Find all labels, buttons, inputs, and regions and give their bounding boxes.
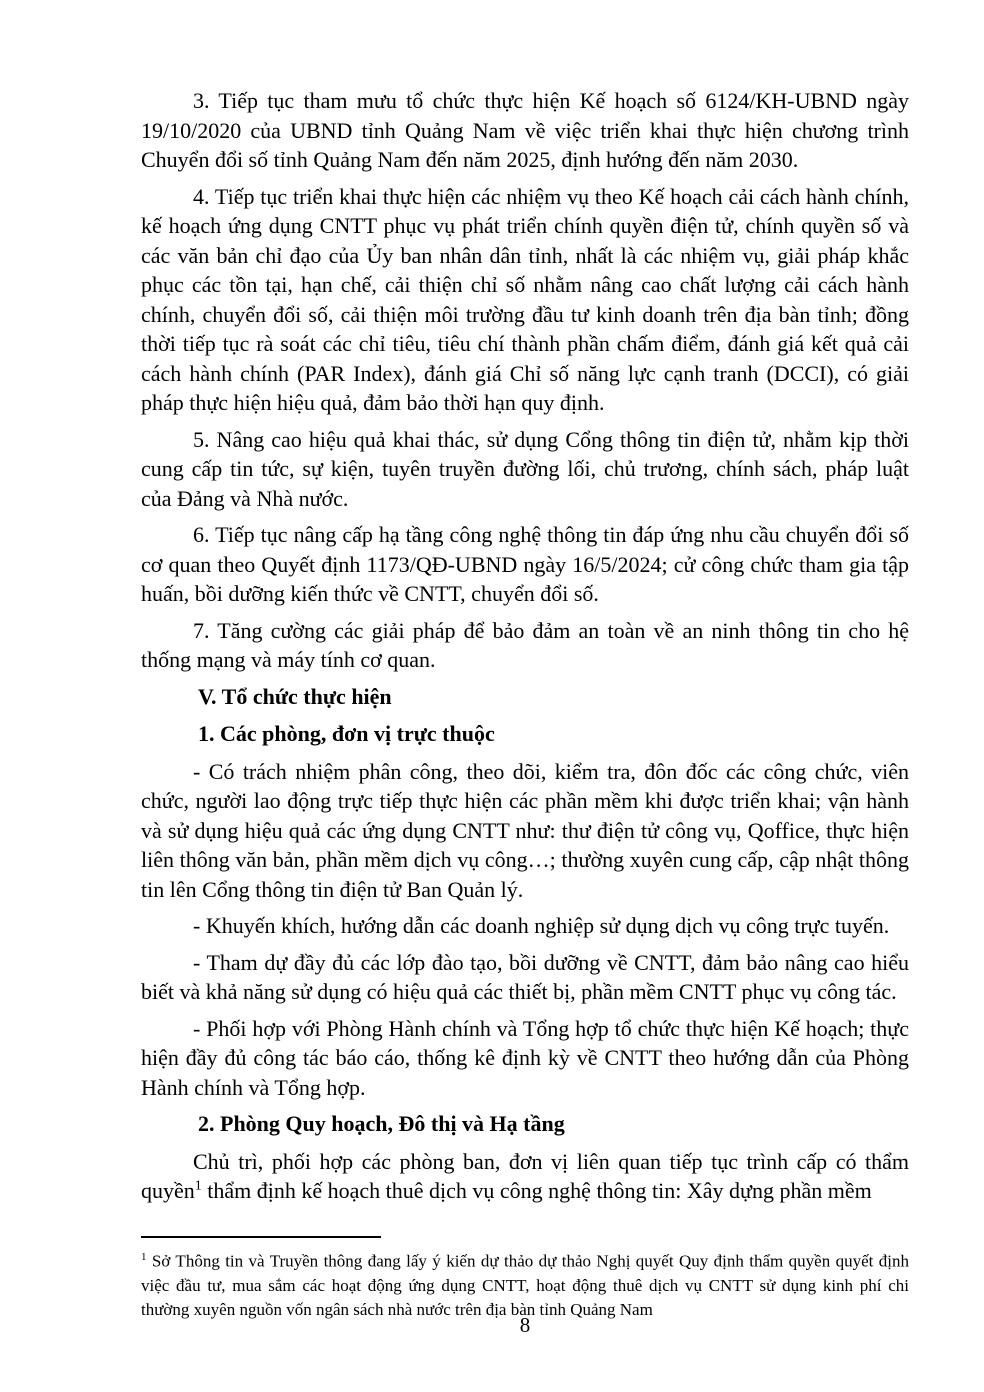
paragraph-chu-tri-text: Chủ trì, phối hợp các phòng ban, đơn vị liên quan tiếp tục trình cấp có thẩm quyền bbox=[141, 1148, 909, 1203]
paragraph-training: - Tham dự đầy đủ các lớp đào tạo, bồi dưỡng về CNTT, đảm bảo nâng cao hiểu biết và khả năng sử dụng có hiệu quả các thiết bị, phần mềm CNTT phục vụ công tác. bbox=[141, 949, 909, 1004]
footnote-text bbox=[141, 1245, 909, 1322]
document-body bbox=[141, 86, 909, 1213]
footnote-marker: 1 bbox=[141, 1251, 147, 1263]
paragraph-coordination: - Phối hợp với Phòng Hành chính và Tổng hợp tổ chức thực hiện Kế hoạch; thực hiện đầy đủ công tác báo cáo, thống kê định kỳ về CNTT theo hướng dẫn của Phòng Hành chính và Tổng hợp. bbox=[141, 1015, 909, 1100]
paragraph-item-7: 7. Tăng cường các giải pháp để bảo đảm an toàn về an ninh thông tin cho hệ thống mạng và máy tính cơ quan. bbox=[141, 617, 909, 672]
paragraph-chu-tri-text-after: thẩm định kế hoạch thuê dịch vụ công nghệ thông tin: Xây dựng phần mềm bbox=[201, 1178, 872, 1203]
paragraph-item-4: 4. Tiếp tục triển khai thực hiện các nhiệm vụ theo Kế hoạch cải cách hành chính, kế hoạch ứng dụng CNTT phục vụ phát triển chính quyền điện tử, chính quyền số và các văn bản chỉ đạo của Ủy ban nhân dân tỉnh, nhất là các nhiệm vụ, giải pháp khắc phục các tồn tại, hạn chế, cải thiện chỉ số nhằm nâng cao chất lượng cải cách hành chính, chuyển đổi số, cải thiện môi trường đầu tư kinh doanh trên địa bàn tỉnh; đồng thời tiếp tục rà soát các chỉ tiêu, tiêu chí thành phần chấm điểm, đánh giá kết quả cải cách hành chính (PAR Index), đánh giá Chỉ số năng lực cạnh tranh (DCCI), có giải pháp thực hiện hiệu quả, đảm bảo thời hạn quy định. bbox=[141, 183, 909, 415]
page-number: 8 bbox=[519, 1313, 531, 1337]
paragraph-item-5: 5. Nâng cao hiệu quả khai thác, sử dụng Cổng thông tin điện tử, nhằm kịp thời cung cấp tin tức, sự kiện, tuyên truyền đường lối, chủ trương, chính sách, pháp luật của Đảng và Nhà nước. bbox=[141, 426, 909, 511]
footnote-reference-mark: 1 bbox=[194, 1178, 202, 1194]
paragraph-encourage: - Khuyến khích, hướng dẫn các doanh nghiệp sử dụng dịch vụ công trực tuyến. bbox=[193, 913, 890, 938]
paragraph-item-3: 3. Tiếp tục tham mưu tổ chức thực hiện Kế hoạch số 6124/KH-UBND ngày 19/10/2020 của UBND tỉnh Quảng Nam về việc triển khai thực hiện chương trình Chuyển đổi số tỉnh Quảng Nam đến năm 2025, định hướng đến năm 2030. bbox=[141, 88, 909, 172]
heading-subsection-1: 1. Các phòng, đơn vị trực thuộc bbox=[198, 721, 495, 746]
paragraph-responsibility: - Có trách nhiệm phân công, theo dõi, kiểm tra, đôn đốc các công chức, viên chức, người lao động trực tiếp thực hiện các phần mềm khi được triển khai; vận hành và sử dụng hiệu quả các ứng dụng CNTT như: thư điện tử công vụ, Qoffice, thực hiện liên thông văn bản, phần mềm dịch vụ công…; thường xuyên cung cấp, cập nhật thông tin lên Cổng thông tin điện tử Ban Quản lý. bbox=[141, 758, 909, 902]
heading-section-v: V. Tổ chức thực hiện bbox=[198, 683, 392, 709]
paragraph-chu-tri bbox=[141, 1147, 909, 1206]
footnote-content: Sở Thông tin và Truyền thông đang lấy ý kiến dự thảo dự thảo Nghị quyết Quy định thẩm quyền quyết định việc đầu tư, mua sắm các hoạt động ứng dụng CNTT, hoạt động thuê dịch vụ CNTT sử dụng kinh phí chi thường xuyên nguồn vốn ngân sách nhà nước trên địa bàn tỉnh Quảng Nam bbox=[141, 1251, 909, 1319]
footnote-separator-line bbox=[141, 1236, 381, 1238]
paragraph-item-6: 6. Tiếp tục nâng cấp hạ tầng công nghệ thông tin đáp ứng nhu cầu chuyển đổi số cơ quan theo Quyết định 1173/QĐ-UBND ngày 16/5/2024; cử công chức tham gia tập huấn, bồi dưỡng kiến thức về CNTT, chuyển đổi số. bbox=[141, 522, 909, 606]
heading-subsection-2: 2. Phòng Quy hoạch, Đô thị và Hạ tầng bbox=[198, 1111, 565, 1136]
footnote-area bbox=[141, 1236, 909, 1322]
